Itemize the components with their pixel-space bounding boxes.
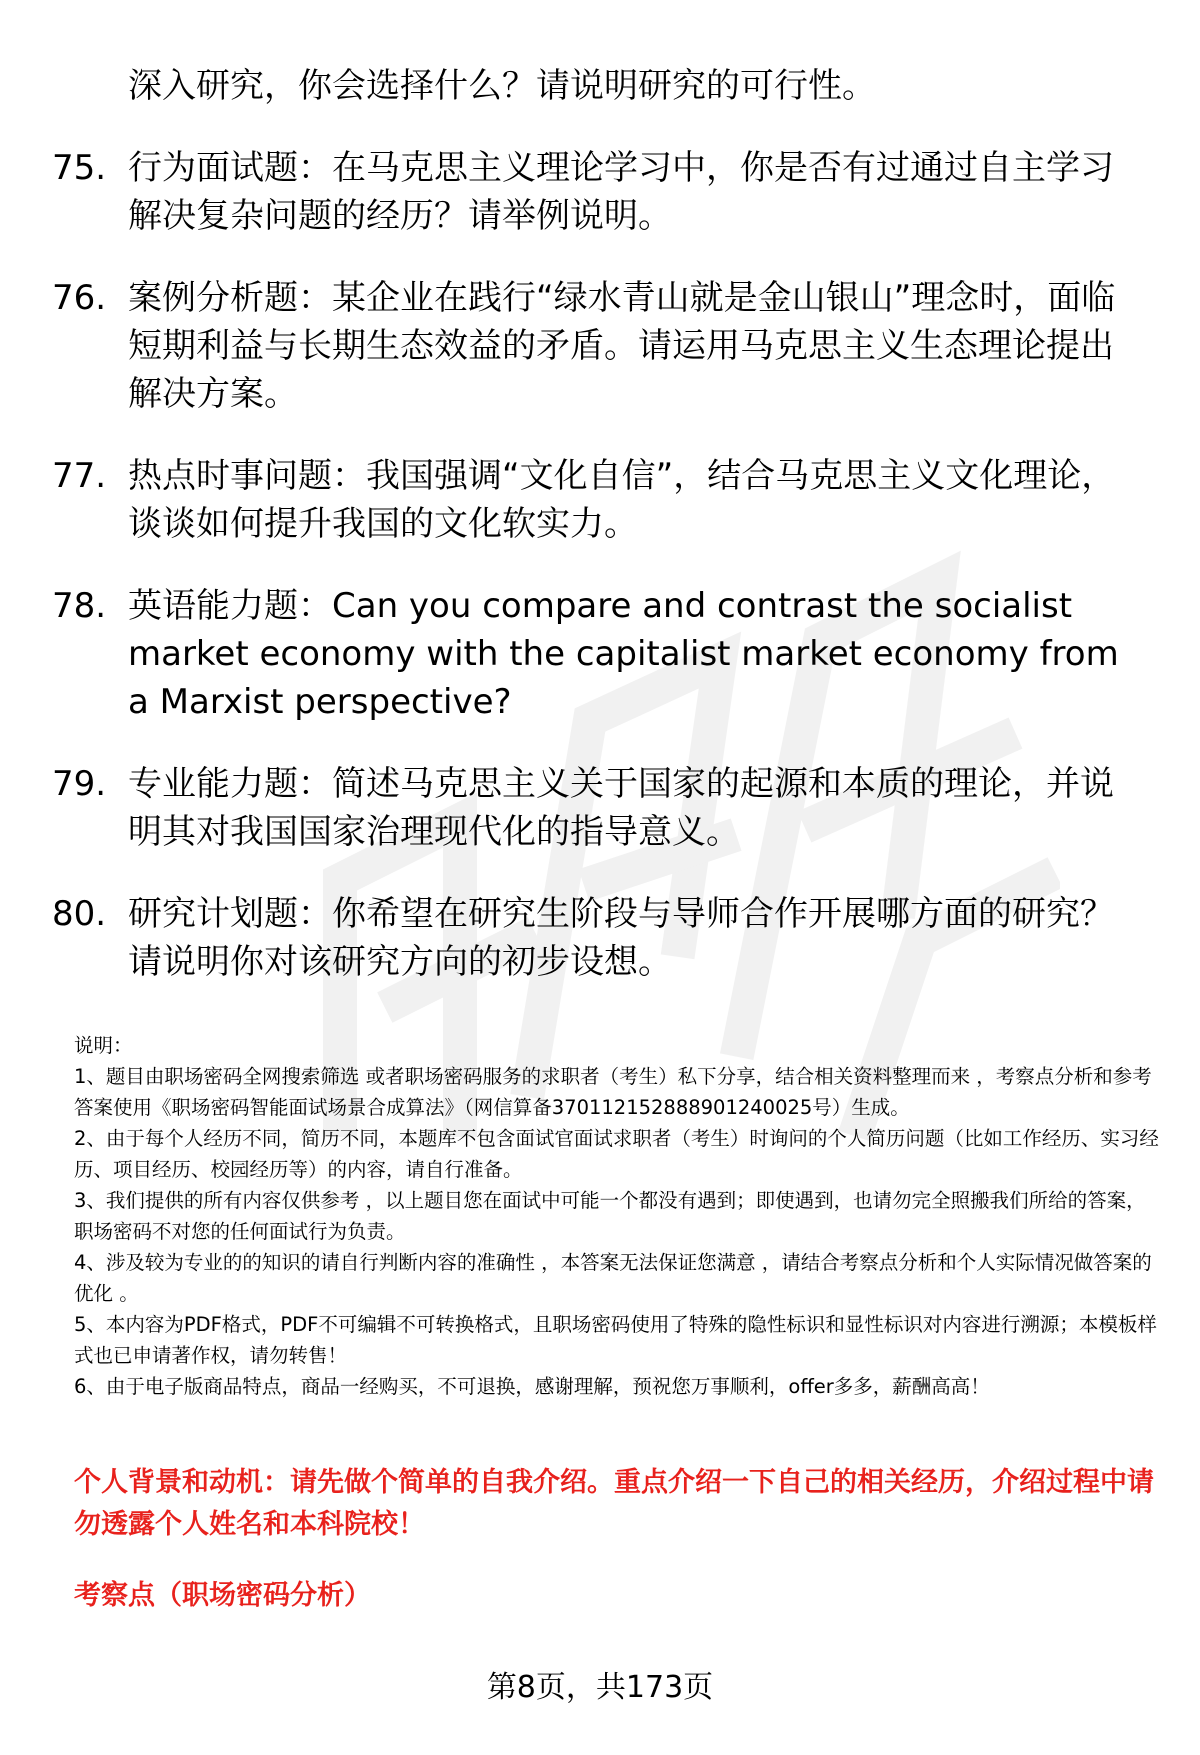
note-item: 5、本内容为PDF格式，PDF不可编辑不可转换格式，且职场密码使用了特殊的隐性标识和显性标识对内容进行溯源；本模板样式也已申请著作权，请勿转售！ — [74, 1313, 1157, 1367]
question-number: 75. — [52, 148, 107, 188]
question-number: 79. — [52, 764, 107, 804]
intro-prompt: 个人背景和动机：请先做个简单的自我介绍。重点介绍一下自己的相关经历，介绍过程中请勿透露个人姓名和本科院校！ — [74, 1467, 1154, 1540]
question-text: 行为面试题：在马克思主义理论学习中，你是否有过通过自主学习解决复杂问题的经历？请举例说明。 — [128, 148, 1114, 236]
question-number: 78. — [52, 586, 107, 626]
question-number: 77. — [52, 456, 107, 496]
assessment-points-heading: 考察点（职场密码分析） — [74, 1580, 371, 1611]
question-number: 76. — [52, 278, 107, 318]
question-text: 案例分析题：某企业在践行“绿水青山就是金山银山”理念时，面临短期利益与长期生态效益的矛盾。请运用马克思主义生态理论提出解决方案。 — [128, 278, 1116, 414]
note-item: 2、由于每个人经历不同，简历不同，本题库不包含面试官面试求职者（考生）时询问的个人简历问题（比如工作经历、实习经历、项目经历、校园经历等）的内容，请自行准备。 — [74, 1127, 1159, 1181]
question-item — [52, 144, 1142, 240]
continued-question-text: 深入研究，你会选择什么？请说明研究的可行性。 — [128, 66, 876, 106]
question-text: 研究计划题：你希望在研究生阶段与导师合作开展哪方面的研究？请说明你对该研究方向的初步设想。 — [128, 894, 1114, 982]
question-item — [52, 890, 1142, 986]
question-text: 专业能力题：简述马克思主义关于国家的起源和本质的理论，并说明其对我国国家治理现代化的指导意义。 — [128, 764, 1114, 852]
question-number: 80. — [52, 894, 107, 934]
question-text: 热点时事问题：我国强调“文化自信”，结合马克思主义文化理论，谈谈如何提升我国的文化软实力。 — [128, 456, 1116, 544]
page-footer: 第8页，共173页 — [486, 1670, 714, 1705]
question-list — [52, 144, 1142, 1020]
notes-heading: 说明： — [74, 1034, 133, 1057]
note-item: 6、由于电子版商品特点，商品一经购买，不可退换，感谢理解，预祝您万事顺利，offer多多，薪酬高高！ — [74, 1375, 990, 1398]
question-text: 英语能力题：Can you compare and contrast the socialist market economy with the capitalist market economy from a Marxist perspective? — [128, 586, 1119, 722]
note-item: 3、我们提供的所有内容仅供参考 ，以上题目您在面试中可能一个都没有遇到；即使遇到，也请勿完全照搬我们所给的答案，职场密码不对您的任何面试行为负责。 — [74, 1189, 1146, 1243]
note-item: 1、题目由职场密码全网搜索筛选 或者职场密码服务的求职者（考生）私下分享，结合相关资料整理而来 ，考察点分析和参考答案使用《职场密码智能面试场景合成算法》（网信算备370112152888901240025号）生成。 — [74, 1065, 1152, 1119]
notes-section — [74, 1030, 1164, 1402]
question-item — [52, 452, 1142, 548]
question-item — [52, 274, 1142, 418]
question-item — [52, 582, 1142, 726]
note-item: 4、涉及较为专业的的知识的请自行判断内容的准确性 ，本答案无法保证您满意 ，请结合考察点分析和个人实际情况做答案的优化 。 — [74, 1251, 1152, 1305]
question-item — [52, 760, 1142, 856]
